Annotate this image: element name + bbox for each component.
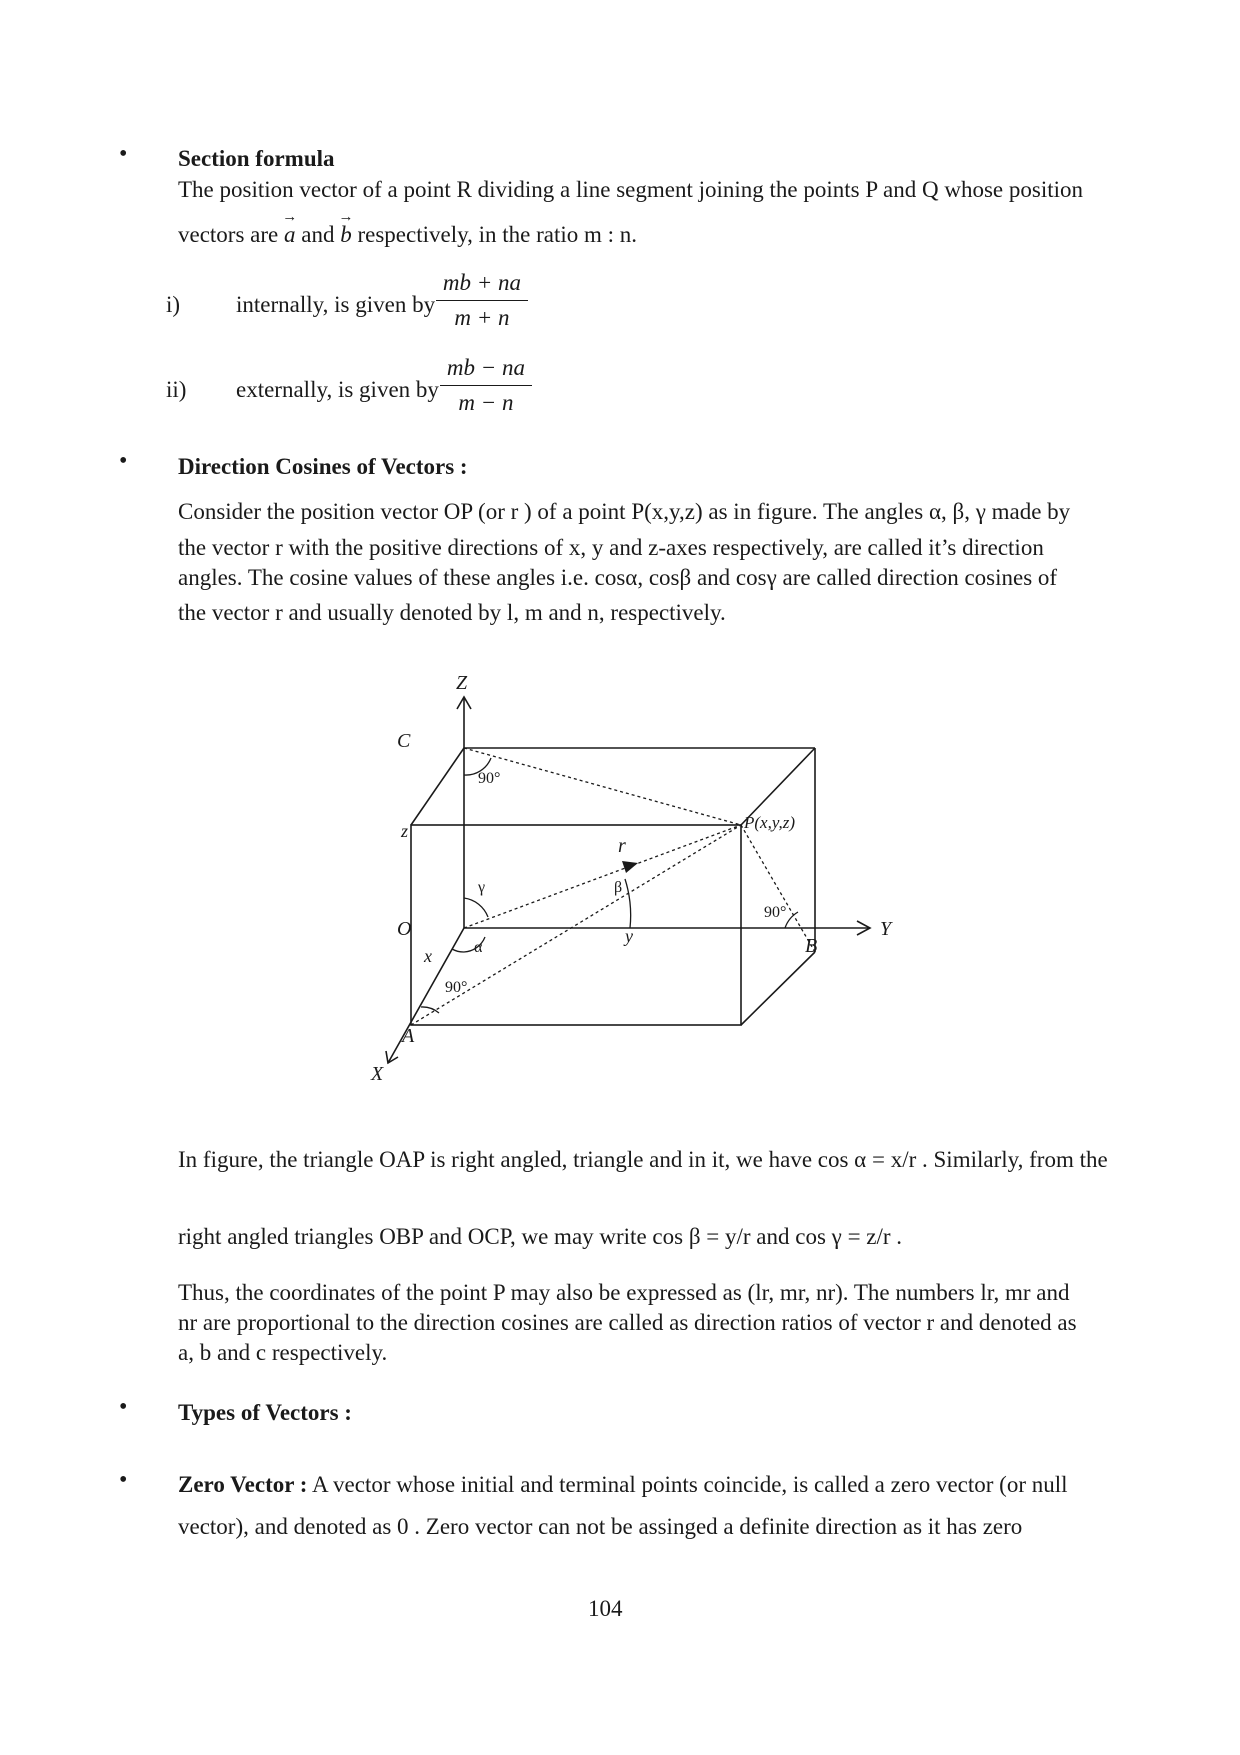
direction-cosines-line2: the vector r with the positive directions of x, y and z-axes respectively, are called it’s direction [178,535,1044,560]
section-formula-heading: Section formula [178,146,335,171]
point-p-label: P(x,y,z) [744,813,795,832]
after-figure-line5: a, b and c respectively. [178,1340,388,1365]
dotted-cp [464,748,741,825]
gamma-label: γ [478,879,486,896]
zero-vector-line2: vector), and denoted as 0 . Zero vector can not be assinged a definite direction as it has zero [178,1514,1023,1539]
zero-vector-heading: Zero Vector : [178,1472,308,1497]
direction-cosines-line3: angles. The cosine values of these angles i.e. cosα, cosβ and cosγ are called direction cosines of [178,565,1058,590]
internal-formula: $\frac{mb + na}{m + n}$ [436,268,528,333]
direction-cosines-line4: the vector r and usually denoted by l, m and n, respectively. [178,600,726,625]
after-figure-line1: In figure, the triangle OAP is right angled, triangle and in it, we have cos α = x/r . Similarly, from the [178,1147,1108,1172]
vector-r-label: r [618,835,626,857]
item-marker: ii) [166,377,187,402]
direction-cosines-heading: Direction Cosines of Vectors : [178,454,468,479]
page-number: 104 [588,1596,623,1621]
right-angle-c-label: 90° [478,770,501,787]
y-axis-label: Y [880,918,892,940]
item-marker: i) [166,292,181,317]
after-figure-line2: right angled triangles OBP and OCP, we may write cos β = y/r and cos γ = z/r . [178,1224,903,1249]
point-a-label: A [402,1025,415,1047]
after-figure-line3: Thus, the coordinates of the point P may also be expressed as (lr, mr, nr). The numbers lr, mr and [178,1280,1070,1305]
x-axis-label: X [371,1063,384,1085]
section-formula-line2: vectors are → a and → b respectively, in the ratio m : n. [178,220,637,250]
point-o-label: O [397,918,412,940]
bullet: • [119,448,128,474]
dotted-pb [741,825,815,952]
direction-angles-figure [360,665,920,1085]
bullet: • [119,141,128,167]
right-angle-a-arc [421,1007,439,1013]
point-c-label: C [397,730,411,752]
item-internal-text: internally, is given by [236,292,436,317]
vector-b: → b [340,220,352,250]
gamma-arc [464,898,488,917]
item-external-text: externally, is given by [236,377,439,402]
right-angle-a-label: 90° [445,979,468,996]
zero-vector-line1: Zero Vector : A vector whose initial and terminal points coincide, is called a zero vector (or null [178,1472,1068,1497]
vector-a: → a [284,220,296,250]
external-formula: $\frac{mb - na}{m - n}$ [440,353,532,418]
section-formula-line1: The position vector of a point R dividing a line segment joining the points P and Q whose position [178,177,1083,202]
direction-cosines-line1: Consider the position vector OP (or r ) of a point P(x,y,z) as in figure. The angles α, β, γ made by [178,499,1071,524]
beta-arc [625,879,631,928]
beta-label: β [614,879,623,896]
x-length-label: x [424,946,432,966]
bullet: • [119,1394,128,1420]
dotted-op [464,825,741,928]
types-heading: Types of Vectors : [178,1400,352,1425]
box-edge [411,748,464,825]
bullet: • [119,1467,128,1493]
right-angle-b-label: 90° [764,904,787,921]
box-edge [741,952,815,1025]
z-length-label: z [401,821,409,841]
y-length-label: y [625,926,633,946]
point-b-label: B [805,935,818,957]
z-axis-label: Z [456,672,468,694]
r-arrowhead [622,861,638,873]
alpha-label: α [474,939,483,956]
after-figure-line4: nr are proportional to the direction cosines are called as direction ratios of vector r and denoted as [178,1310,1077,1335]
